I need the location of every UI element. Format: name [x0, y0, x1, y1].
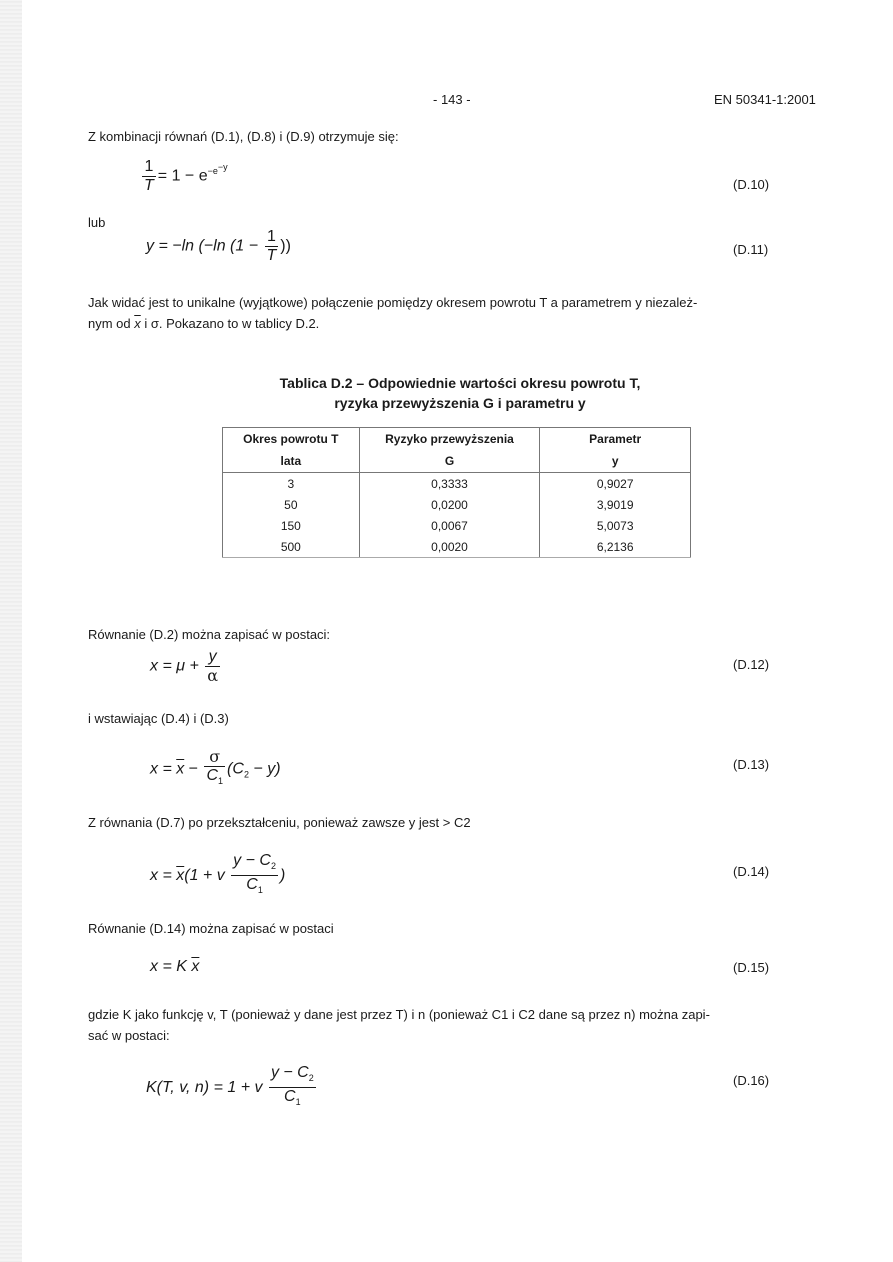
eq10-sup: −e — [207, 166, 218, 177]
eq14-lhs: x = — [150, 866, 177, 884]
paragraph-d7: Z równania (D.7) po przekształceniu, ponieważ zawsze y jest > C2 — [88, 815, 471, 830]
table-row — [223, 473, 691, 495]
eq10-numerator: 1 — [142, 158, 156, 177]
eq13-rhs-sub: 2 — [243, 769, 249, 780]
eq13-xbar: $\overline{x}$ — [176, 760, 185, 778]
eq10-rhs: = 1 − e — [157, 167, 208, 185]
eq16-lhs: K(T, v, n) = 1 + v — [146, 1078, 267, 1096]
cell-period: 50 — [223, 494, 360, 515]
cell-period: 500 — [223, 536, 360, 558]
eq15-lhs: x = K — [150, 958, 192, 975]
cell-param: 5,0073 — [540, 515, 691, 536]
word-lub: lub — [88, 215, 106, 230]
cell-param: 6,2136 — [540, 536, 691, 558]
xbar-symbol: $\overline{x}$ — [134, 316, 141, 331]
eq14-numerator: y − C — [233, 852, 271, 869]
table-row — [223, 494, 691, 515]
col-subheader-period: lata — [223, 450, 360, 473]
paragraph-unique — [88, 292, 697, 334]
equation-d10 — [140, 158, 228, 195]
paragraph-intro: Z kombinacji równań (D.1), (D.8) i (D.9) otrzymuje się: — [88, 129, 399, 144]
table-row — [223, 536, 691, 558]
eq14-mid: (1 + v — [184, 866, 230, 884]
cell-risk: 0,0020 — [359, 536, 540, 558]
cell-risk: 0,3333 — [359, 473, 540, 495]
cell-param: 3,9019 — [540, 494, 691, 515]
eq14-den-sub: 1 — [257, 885, 263, 896]
eq11-number: (D.11) — [733, 242, 769, 257]
paragraph-d14: Równanie (D.14) można zapisać w postaci — [88, 921, 334, 936]
eq16-den-sub: 1 — [295, 1097, 301, 1108]
cell-period: 150 — [223, 515, 360, 536]
scan-edge — [0, 0, 22, 1262]
eq13-number: (D.13) — [733, 757, 770, 772]
eq10-denominator: T — [144, 177, 154, 194]
col-header-risk: Ryzyko przewyższenia — [359, 428, 540, 451]
eq12-numerator: y — [205, 648, 220, 667]
eq16-denominator: C — [284, 1088, 296, 1106]
line2-text-a: nym od — [88, 316, 135, 331]
equation-d13 — [150, 748, 281, 790]
eq13-rhs: (C — [227, 760, 244, 778]
eq13-numerator: σ — [204, 748, 225, 767]
table-caption — [180, 373, 740, 413]
paragraph-k-line2: sać w postaci: — [88, 1028, 170, 1043]
eq11-numerator: 1 — [265, 228, 279, 247]
eq12-denominator: α — [207, 666, 219, 685]
eq15-xbar: $\overline{x}$ — [191, 958, 200, 975]
paragraph-unique-line1: Jak widać jest to unikalne (wyjątkowe) połączenie pomiędzy okresem powrotu T a parametrem y niezależ- — [88, 295, 698, 310]
equation-d11 — [146, 228, 291, 265]
eq11-lhs: y = −ln (−ln (1 − — [146, 237, 263, 255]
eq14-num-sub: 2 — [270, 861, 276, 872]
eq10-sup2: −y — [217, 162, 228, 173]
eq14-denominator: C — [246, 876, 258, 894]
table-caption-line1: Tablica D.2 – Odpowiednie wartości okresu powrotu T, — [279, 375, 641, 391]
col-subheader-param: y — [540, 450, 691, 473]
paragraph-substituting: i wstawiając (D.4) i (D.3) — [88, 711, 229, 726]
cell-period: 3 — [223, 473, 360, 495]
cell-risk: 0,0067 — [359, 515, 540, 536]
eq16-num-sub: 2 — [308, 1073, 314, 1084]
eq13-minus: − — [184, 760, 203, 778]
eq12-lhs: x = μ + — [150, 657, 204, 675]
eq14-xbar: $\overline{x}$ — [176, 866, 185, 884]
table-row — [223, 515, 691, 536]
eq14-tail: ) — [279, 866, 286, 884]
paragraph-d2: Równanie (D.2) można zapisać w postaci: — [88, 627, 331, 642]
table-d2 — [222, 427, 691, 558]
equation-d16 — [146, 1064, 318, 1111]
paragraph-unique-line2 — [88, 313, 697, 334]
table-caption-line2: ryzyka przewyższenia G i parametru y — [334, 395, 586, 411]
col-subheader-risk: G — [359, 450, 540, 473]
eq14-number: (D.14) — [733, 864, 770, 879]
equation-d14 — [150, 852, 285, 899]
eq15-number: (D.15) — [733, 960, 770, 975]
equation-d15 — [150, 958, 199, 976]
standard-id: EN 50341-1:2001 — [714, 92, 816, 107]
eq16-numerator: y − C — [270, 1064, 309, 1081]
eq12-number: (D.12) — [733, 657, 770, 672]
col-header-period: Okres powrotu T — [223, 428, 360, 451]
paragraph-k-function — [88, 1004, 828, 1046]
eq13-rhs-tail: − y) — [248, 760, 281, 778]
eq11-denominator: T — [266, 247, 277, 264]
page-number: - 143 - — [433, 92, 471, 107]
equation-d12 — [150, 648, 222, 685]
col-header-param: Parametr — [540, 428, 691, 451]
eq10-number: (D.10) — [733, 177, 770, 192]
eq13-den-sub: 1 — [218, 776, 224, 787]
paragraph-k-line1: gdzie K jako funkcję v, T (ponieważ y dane jest przez T) i n (ponieważ C1 i C2 dane są przez n) można zapi- — [88, 1007, 710, 1022]
cell-param: 0,9027 — [540, 473, 691, 495]
eq13-denominator: C — [206, 767, 219, 784]
eq16-number: (D.16) — [733, 1073, 770, 1088]
eq11-tail: )) — [280, 237, 291, 255]
line2-text-b: i σ. Pokazano to w tablicy D.2. — [140, 316, 320, 331]
cell-risk: 0,0200 — [359, 494, 540, 515]
eq13-lhs: x = — [150, 760, 177, 778]
